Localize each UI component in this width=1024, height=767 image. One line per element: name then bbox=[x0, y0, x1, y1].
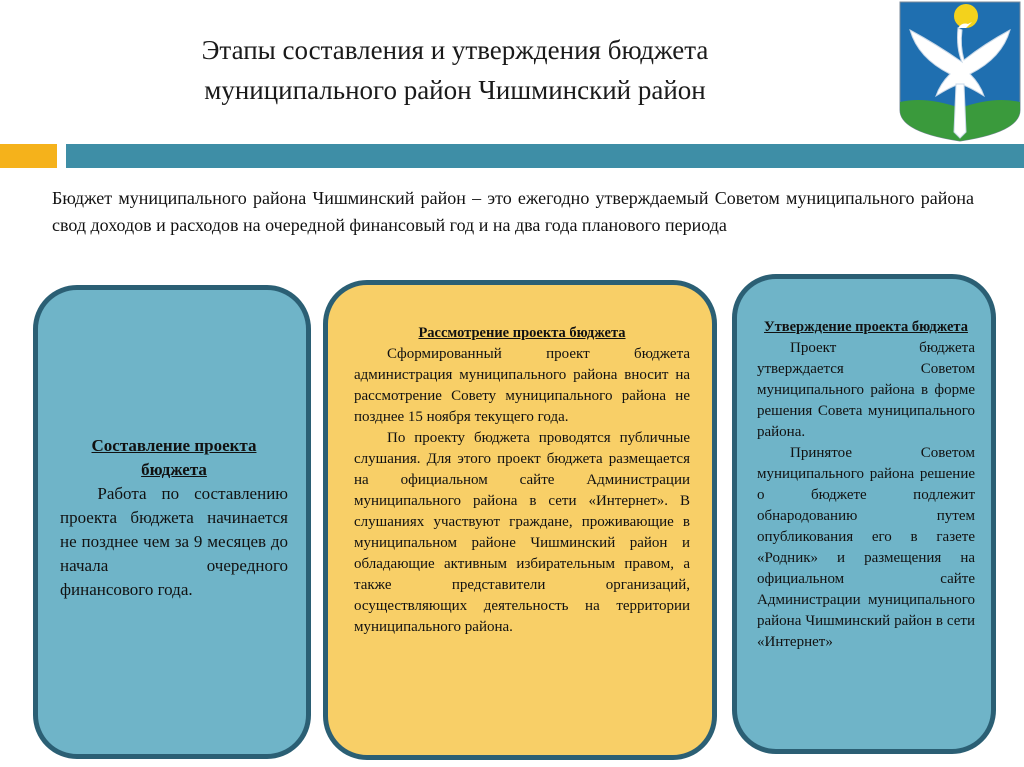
district-coat-of-arms-icon bbox=[896, 0, 1024, 142]
stage-content bbox=[60, 434, 288, 602]
stage-card-preparation bbox=[33, 285, 311, 759]
accent-bar-teal bbox=[66, 144, 1024, 168]
stage-paragraph: Работа по составлению проекта бюджета начинается не позднее чем за 9 месяцев до начала очередного финансового года. bbox=[60, 484, 288, 599]
stage-paragraph: Проект бюджета утверждается Советом муниципального района в форме решения Совета муниципального района. bbox=[757, 340, 975, 440]
accent-bar-orange bbox=[0, 144, 57, 168]
stage-title: Утверждение проекта бюджета bbox=[764, 319, 968, 335]
stage-content bbox=[757, 317, 975, 653]
title-line-2: муниципального район Чишминский район bbox=[204, 75, 706, 105]
stage-paragraph: По проекту бюджета проводятся публичные слушания. Для этого проект бюджета размещается на официальном сайте Администрации муниципального района в сети «Интернет». В слушаниях участвуют граждане, проживающие в муниципальном районе Чишминский район и обладающие активным избирательным правом, а также представители организаций, осуществляющих деятельность на территории муниципального района. bbox=[354, 430, 690, 635]
stage-paragraph: Сформированный проект бюджета администрация муниципального района вносит на рассмотрение Совету муниципального района не позднее 15 ноября текущего года. bbox=[354, 346, 690, 425]
page-title bbox=[0, 30, 910, 110]
stage-content bbox=[354, 323, 690, 638]
stage-card-review bbox=[323, 280, 717, 760]
stage-title: Составление проекта бюджета bbox=[91, 436, 257, 479]
title-line-1: Этапы составления и утверждения бюджета bbox=[201, 35, 709, 65]
stage-card-approval bbox=[732, 274, 996, 754]
budget-definition: Бюджет муниципального района Чишминский район – это ежегодно утверждаемый Советом муниципального района свод доходов и расходов на очередной финансовый год и на два года планового периода bbox=[52, 188, 974, 235]
stage-title: Рассмотрение проекта бюджета bbox=[418, 325, 626, 341]
stage-paragraph: Принятое Советом муниципального района решение о бюджете подлежит обнародованию путем опубликования его в газете «Родник» и размещения на официальном сайте Администрации муниципального района Чишминский район в сети «Интернет» bbox=[757, 445, 975, 650]
